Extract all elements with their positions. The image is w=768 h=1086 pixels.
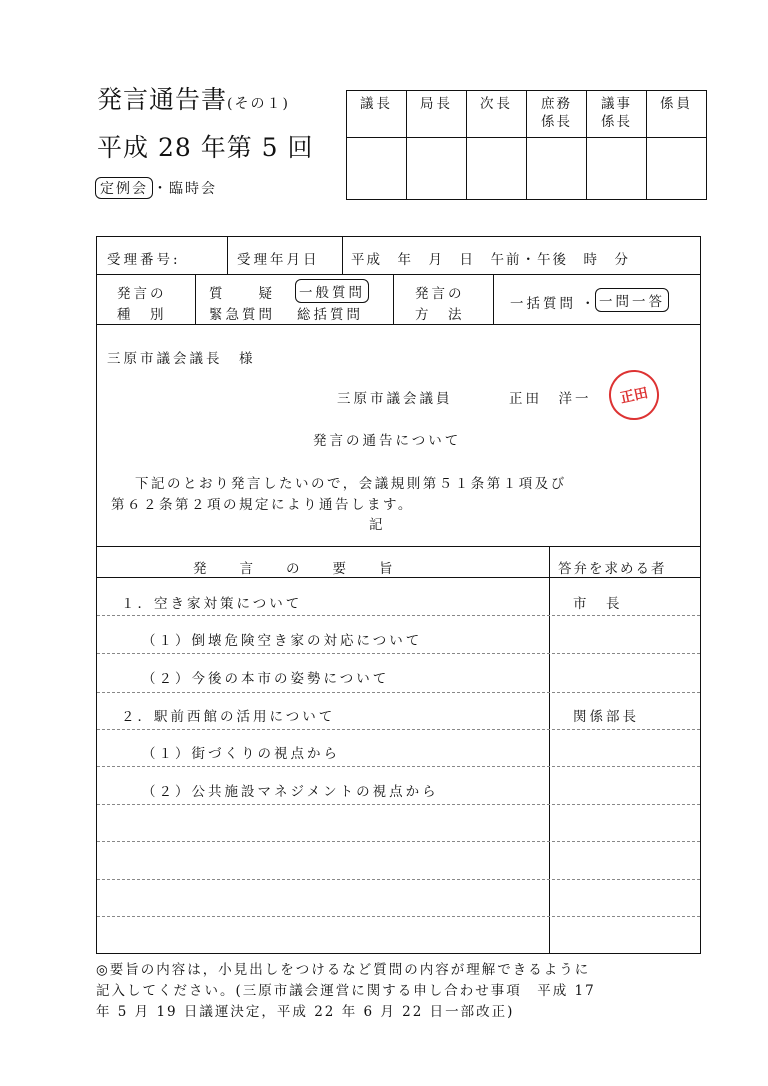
item-row-3-text: （２）今後の本市の姿勢について [142,671,390,687]
approval-cell[interactable] [467,138,527,200]
approval-cell[interactable] [647,138,707,200]
method-label-2: 方 法 [415,307,465,323]
opt-question[interactable]: 質 疑 [209,286,275,302]
method-bulk[interactable]: 一括質問 [510,296,576,312]
speech-type-label-1: 発言の [117,286,167,302]
session-type-other: 臨時会 [169,181,217,197]
item-row-4-text: ２．駅前西館の活用について [121,709,336,725]
opt-summary-question[interactable]: 総括質問 [297,307,363,323]
opt-urgent-question[interactable]: 緊急質問 [209,307,275,323]
approval-col-staff: 係員 [647,91,707,138]
footnote-line2: 記入してください。(三原市議会運営に関する申し合わせ事項 平成 17 [96,983,596,999]
letter-addressee: 三原市議会議長 様 [107,351,256,367]
letter-body-line2: 第６２条第２項の規定により通告します。 [111,497,414,513]
item-row-4-respondent: 関係部長 [573,709,639,725]
item-row-6-text: （２）公共施設マネジメントの視点から [142,784,439,800]
approval-cell[interactable] [347,138,407,200]
title-main: 発言通告書 [97,85,228,114]
item-row-1-text: １．空き家対策について [121,596,303,612]
approval-table [346,90,707,200]
method-separator: ・ [581,296,598,312]
items-header-respondent: 答弁を求める者 [558,561,667,577]
opt-general-question[interactable]: 一般質問 [295,279,369,303]
approval-col-chair: 議長 [347,91,407,138]
speech-type-label-2: 種 別 [117,307,167,323]
approval-col-director: 局長 [407,91,467,138]
approval-col-deputy: 次長 [467,91,527,138]
document-title [97,80,290,116]
reception-number-label: 受理番号: [107,252,181,268]
approval-cell[interactable] [527,138,587,200]
item-row-1-respondent: 市 長 [573,596,623,612]
session-type-selected: 定例会 [95,177,153,199]
method-one-by-one[interactable]: 一問一答 [595,288,669,312]
letter-ki: 記 [369,517,386,533]
seal-stamp-char: 正田 [618,385,650,407]
approval-col-general-affairs: 庶務係長 [527,91,587,138]
main-form [96,236,701,954]
letter-body-line1: 下記のとおり発言したいので，会議規則第５１条第１項及び [135,476,567,492]
footnote [96,960,706,1023]
title-suffix: (その１) [227,96,290,112]
approval-col-proceedings: 議事係長 [587,91,647,138]
items-header-summary: 発 言 の 要 旨 [193,561,395,577]
sender-name: 正田 洋一 [509,391,592,407]
footnote-line3: 年 5 月 19 日議運決定，平成 22 年 6 月 22 日一部改正) [96,1004,515,1020]
method-label-1: 発言の [415,286,465,302]
item-row-5-text: （１）街づくりの視点から [142,746,340,762]
reception-date-template: 平成 年 月 日 午前・午後 時 分 [351,252,630,268]
item-row-2-text: （１）倒壊危険空き家の対応について [142,633,423,649]
sender-title: 三原市議会議員 [337,391,453,407]
session-type-separator: ・ [153,181,169,197]
footnote-line1: ◎要旨の内容は，小見出しをつけるなど質問の内容が理解できるように [96,962,591,978]
session-type [95,177,217,199]
reception-date-label: 受理年月日 [237,252,320,268]
approval-cell[interactable] [407,138,467,200]
letter-subject: 発言の通告について [313,433,462,449]
approval-cell[interactable] [587,138,647,200]
session-title: 平成 28 年第 5 回 [97,133,314,162]
